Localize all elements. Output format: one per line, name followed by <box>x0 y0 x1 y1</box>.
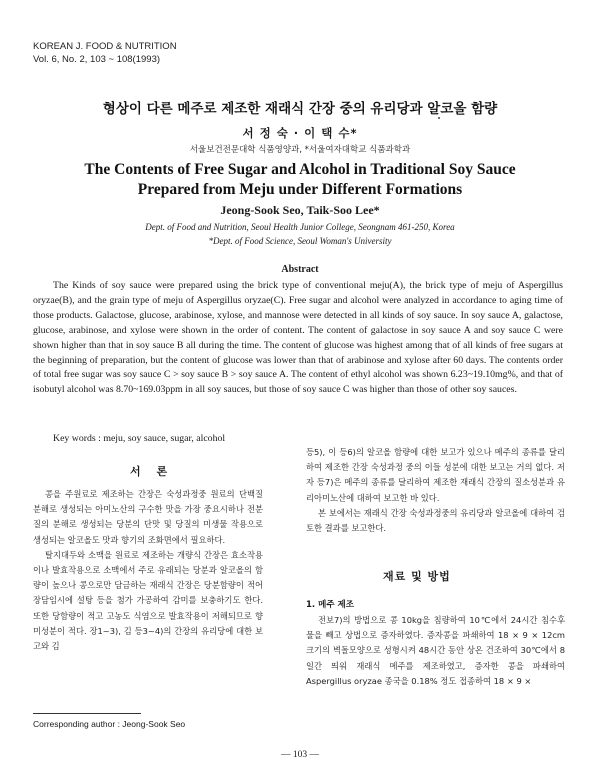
journal-header <box>33 40 177 66</box>
speck-mark <box>438 117 440 119</box>
intro-paragraph-3: 등5), 이 등6)의 알코올 함량에 대한 보고가 있으나 메주의 종류를 달리하여 제조한 간장 숙성과정 중의 이들 성분에 대한 보고는 거의 없다. 저자 등7)은 메주의 종류를 달리하여 제조한 재래식 간장의 질소성분과 유리아미노산에 대하여 보고한 바 있다. <box>306 447 565 503</box>
english-affiliation-2: *Dept. of Food Science, Seoul Woman's University <box>208 236 392 246</box>
korean-authors: 서 정 숙 · 이 택 수* <box>242 126 358 140</box>
english-title-line1: The Contents of Free Sugar and Alcohol in Traditional Soy Sauce <box>84 161 516 178</box>
english-affiliation-1: Dept. of Food and Nutrition, Seoul Health Junior College, Seongnam 461-250, Korea <box>145 222 455 232</box>
english-authors: Jeong-Sook Seo, Taik-Soo Lee* <box>220 203 380 217</box>
page-number: — 103 — <box>281 750 319 760</box>
right-column <box>306 445 565 536</box>
journal-volume: Vol. 6, No. 2, 103 ~ 108(1993) <box>33 54 161 65</box>
english-title <box>0 160 600 199</box>
journal-name: KOREAN J. FOOD & NUTRITION <box>33 41 177 52</box>
methods-paragraph-1: 전보7)의 방법으로 콩 10kg을 침량하여 10℃에서 24시간 침수후 물을 빼고 상법으로 증자하였다. 증자콩을 파쇄하여 18 × 9 × 12cm 크기의 벽돌모양으로 성형시켜 48시간 동안 상온 건조하여 30℃에서 8일간 띄워 재래식 메주를 제조하였고, 증자한 콩을 파쇄하여 Aspergillus oryzae 종국을 0.18% 정도 접종하여 18 × 9 × <box>306 615 565 686</box>
footnote-rule <box>33 713 141 714</box>
abstract-text: The Kinds of soy sauce were prepared using the brick type of conventional meju(A), the brick type of meju of Aspergillus oryzae(B), and the grain type of meju of Aspergillus oryzae(C). Free sugar and alcohol were analyzed in accordance to aging time of those products. Galactose, glucose, arabinose, xylose, and mannose were detected in all kinds of soy sauce. In soy sauce A, galactose, glucose, arabinose, and xylose were shown in the order of content. The content of galactose in soy sauce A and soy sauce C were shown higher than that in soy sauce B all during the time. The content of glucose was highest among that of all kinds of free sugars at the beginning of preparation, but the content of glucose was lower than that of arabinose and xylose after 60 days. The contents order of total free sugar was soy sauce C > soy sauce B > soy sauce A. The content of ethyl alcohol was shown 6.23~19.10mg%, and that of isobutyl alcohol was 8.70~169.03ppm in all soy sauces, but those of soy sauce C was higher than those of other soy sauces. <box>33 280 563 396</box>
english-affiliation <box>0 220 600 248</box>
intro-paragraph-4: 본 보에서는 재래식 간장 숙성과정중의 유리당과 알코올에 대하여 검토한 결과를 보고한다. <box>306 507 565 534</box>
intro-paragraph-1: 콩을 주원료로 제조하는 간장은 숙성과정중 원료의 단백질 분해로 생성되는 아미노산의 구수한 맛을 가장 중요시하나 전분질의 분해로 생성되는 당분의 단맛 및 당질의 미생물 작용으로 생성되는 알코올도 맛과 향기의 조화면에서 필요하다. <box>33 489 263 545</box>
intro-paragraph-2: 탈지대두와 소맥을 원료로 제조하는 개량식 간장은 효소작용이나 발효작용으로 소맥에서 주로 유래되는 당분과 알코올의 함량이 높으나 콩으로만 담금하는 재래식 간장은 당분함량이 적어 장담임시에 설탕 등을 첨가 가공하여 감미를 보충하기도 한다. 또한 당함량이 적고 고농도 식염으로 발효작용이 저해되므로 향미성분이 적다. 장1~3), 김 등3~4)의 간장의 유리당에 대한 보고와 김 <box>33 549 263 652</box>
methods-column <box>306 613 565 689</box>
korean-title: 형상이 다른 메주로 제조한 재래식 간장 중의 유리당과 알코올 함량 <box>102 101 498 117</box>
left-column <box>33 487 263 654</box>
methods-heading: 재료 및 방법 <box>383 570 451 583</box>
korean-affiliation: 서울보건전문대학 식품영양과, *서울여자대학교 식품과학과 <box>189 145 411 155</box>
corresponding-author: Corresponding author : Jeong-Sook Seo <box>33 719 186 729</box>
abstract-heading: Abstract <box>281 264 319 275</box>
intro-heading: 서 론 <box>130 465 174 478</box>
methods-subheading-1: 1. 메주 제조 <box>306 600 354 610</box>
keywords: Key words : meju, soy sauce, sugar, alcohol <box>53 433 226 444</box>
english-title-line2: Prepared from Meju under Different Formations <box>137 180 463 198</box>
